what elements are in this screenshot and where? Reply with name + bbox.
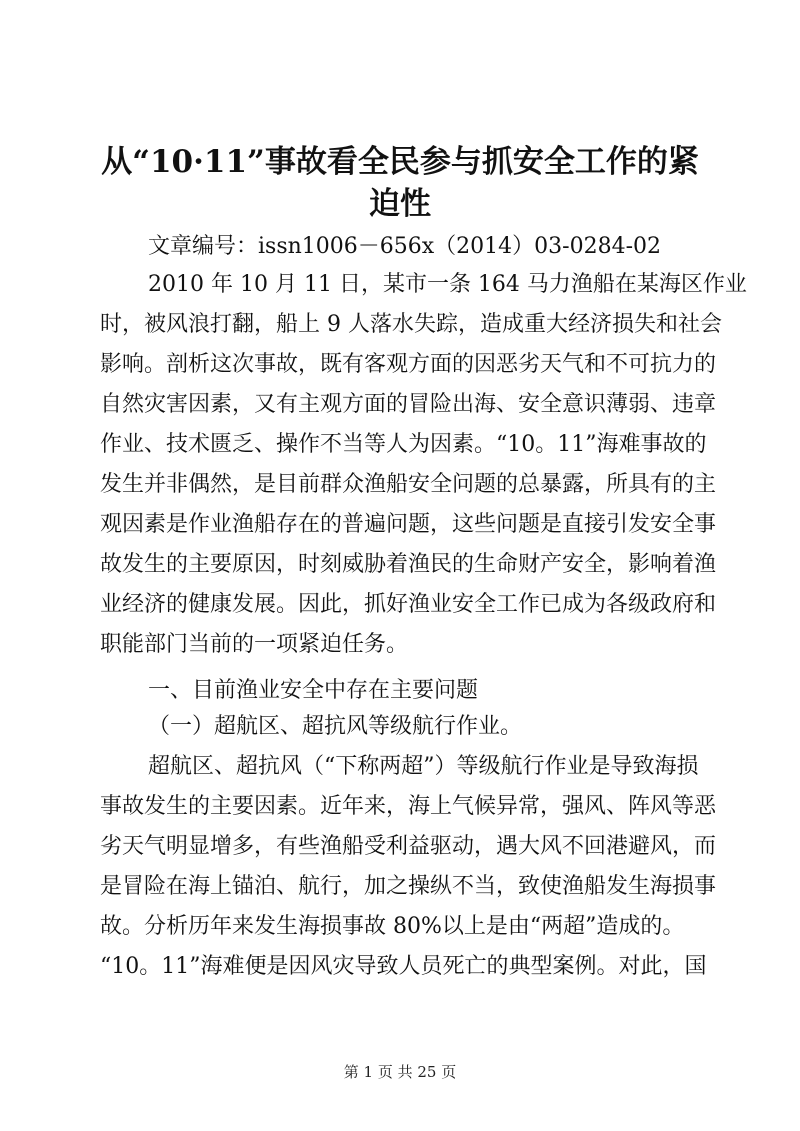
document-title-line-2: 迫性 [369, 186, 431, 222]
page-footer: 第 1 页 共 25 页 [343, 1063, 457, 1081]
paragraph-line: 故。分析历年来发生海损事故 80%以上是由“两超”造成的。 [100, 914, 685, 939]
paragraph-line: 观因素是作业渔船存在的普遍问题，这些问题是直接引发安全事 [100, 512, 717, 537]
section-heading: 一、目前渔业安全中存在主要问题 [148, 678, 479, 703]
paragraph-line: 是冒险在海上锚泊、航行，加之操纵不当，致使渔船发生海损事 [100, 874, 717, 899]
section-subheading: （一）超航区、超抗风等级航行作业。 [148, 714, 523, 739]
paragraph-line: 职能部门当前的一项紧迫任务。 [100, 632, 409, 657]
article-number: 文章编号：issn1006－656x（2014）03-0284-02 [148, 234, 662, 259]
paragraph-line: 作业、技术匮乏、操作不当等人为因素。“10。11”海难事故的 [100, 432, 707, 457]
paragraph-line: 影响。剖析这次事故，既有客观方面的因恶劣天气和不可抗力的 [100, 352, 717, 377]
paragraph-line: 2010 年 10 月 11 日，某市一条 164 马力渔船在某海区作业 [148, 272, 747, 297]
paragraph-line: 业经济的健康发展。因此，抓好渔业安全工作已成为各级政府和 [100, 592, 717, 617]
paragraph-line: 故发生的主要原因，时刻威胁着渔民的生命财产安全，影响着渔 [100, 552, 717, 577]
paragraph-line: 时，被风浪打翻，船上 9 人落水失踪，造成重大经济损失和社会 [100, 312, 722, 337]
paragraph-line: 劣天气明显增多，有些渔船受利益驱动，遇大风不回港避风，而 [100, 834, 717, 859]
paragraph-line: 超航区、超抗风（“下称两超”）等级航行作业是导致海损 [148, 754, 699, 779]
paragraph-line: “10。11”海难便是因风灾导致人员死亡的典型案例。对此，国 [100, 954, 707, 979]
document-title-line-1: 从“10·11”事故看全民参与抓安全工作的紧 [101, 144, 699, 180]
paragraph-line: 自然灾害因素，又有主观方面的冒险出海、安全意识薄弱、违章 [100, 392, 717, 417]
paragraph-line: 事故发生的主要因素。近年来，海上气候异常，强风、阵风等恶 [100, 794, 717, 819]
paragraph-line: 发生并非偶然，是目前群众渔船安全问题的总暴露，所具有的主 [100, 472, 717, 497]
